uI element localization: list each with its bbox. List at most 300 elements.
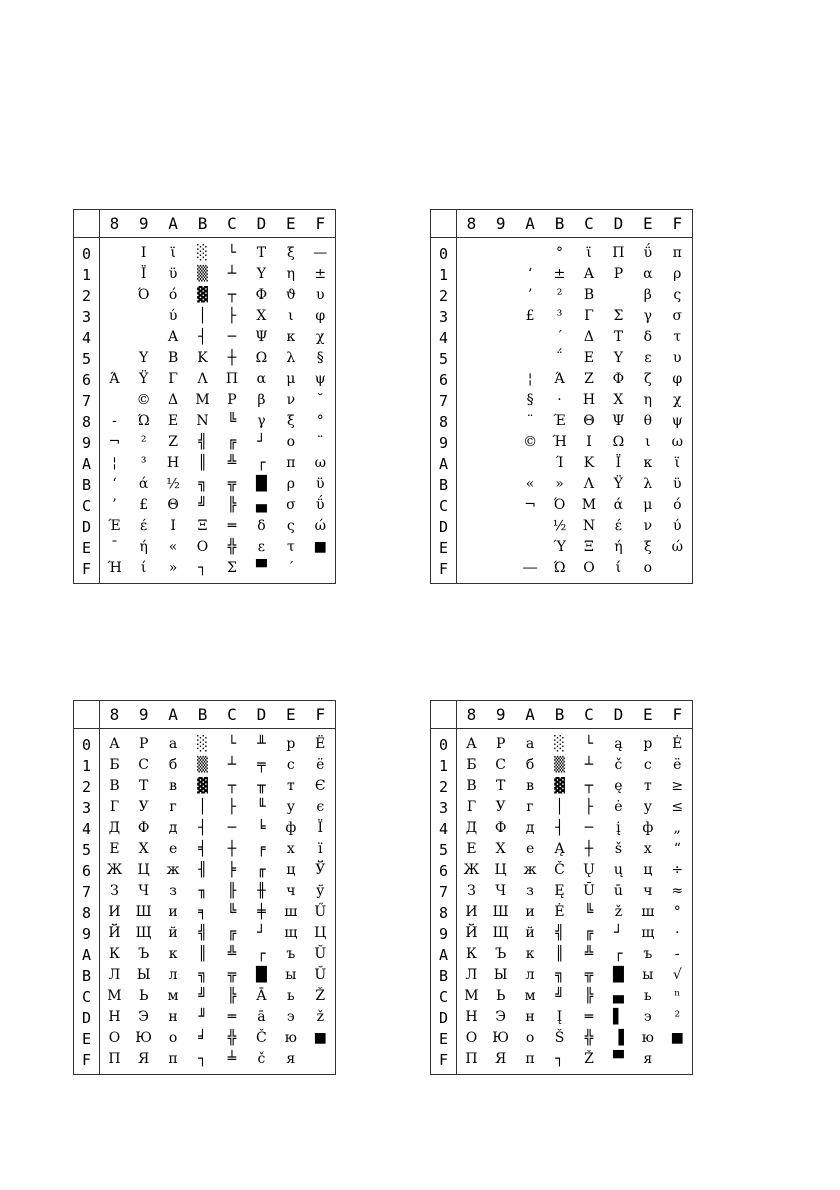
char-cell: ▌ — [613, 1009, 624, 1025]
corner-cell — [431, 701, 457, 729]
char-cell: ├ — [227, 308, 237, 324]
char-cell: ¨ — [526, 413, 534, 429]
row-header: E — [74, 537, 100, 558]
char-cell — [486, 327, 515, 348]
char-cell: ρ — [673, 266, 682, 282]
char-cell: τ — [673, 329, 682, 345]
char-cell: т — [286, 778, 295, 794]
row-header: A — [74, 453, 100, 474]
char-cell — [457, 495, 486, 516]
char-cell: є — [316, 799, 325, 815]
char-cell: - — [674, 946, 680, 962]
char-cell: ϋ — [316, 476, 325, 492]
row-header: 4 — [74, 818, 100, 839]
char-cell: ╬ — [584, 1030, 594, 1046]
table-row — [431, 776, 692, 797]
char-cell: └ — [227, 736, 237, 752]
char-cell — [486, 537, 515, 558]
table-row — [431, 327, 692, 348]
char-cell: ╒ — [257, 841, 266, 857]
row-header: B — [431, 965, 457, 986]
char-cell: с — [643, 757, 652, 773]
row-header: E — [74, 1028, 100, 1049]
char-cell: ч — [643, 883, 653, 899]
char-cell: ╣ — [198, 434, 207, 450]
char-cell: Х — [138, 841, 149, 857]
char-cell: Θ — [583, 413, 595, 429]
char-cell: Ή — [107, 560, 122, 576]
char-cell: Ж — [463, 862, 480, 878]
row-header: 1 — [74, 264, 100, 285]
row-header: 5 — [74, 839, 100, 860]
corner-cell — [74, 701, 100, 729]
table-row — [74, 474, 335, 495]
char-cell: ≥ — [671, 778, 684, 794]
char-cell: М — [107, 988, 122, 1004]
char-cell: Ο — [583, 560, 595, 576]
char-cell: ╡ — [198, 841, 207, 857]
column-header: 8 — [457, 210, 486, 238]
row-header: 7 — [431, 881, 457, 902]
char-cell: Ы — [493, 967, 508, 983]
char-cell — [306, 558, 335, 583]
char-cell: ϊ — [586, 245, 592, 261]
char-cell: ╥ — [257, 778, 266, 794]
char-cell: р — [643, 736, 653, 752]
char-cell: З — [110, 883, 119, 899]
char-cell: π — [672, 245, 682, 261]
row-header: 5 — [74, 348, 100, 369]
char-cell — [486, 495, 515, 516]
corner-cell — [74, 210, 100, 238]
row-header: 8 — [431, 411, 457, 432]
char-cell: χ — [673, 392, 682, 408]
char-cell: Я — [495, 1051, 507, 1067]
char-cell: з — [526, 883, 534, 899]
char-cell: ╝ — [198, 497, 207, 513]
char-cell — [457, 369, 486, 390]
char-cell: з — [169, 883, 177, 899]
row-header: 8 — [74, 411, 100, 432]
char-cell: ы — [285, 967, 297, 983]
char-cell: ϋ — [168, 266, 178, 282]
char-cell: Ж — [106, 862, 123, 878]
char-cell: λ — [643, 476, 653, 492]
row-header: B — [74, 474, 100, 495]
char-cell — [486, 348, 515, 369]
char-cell: О — [108, 1030, 121, 1046]
char-cell: έ — [140, 518, 148, 534]
char-cell: Δ — [168, 392, 179, 408]
char-cell: ╚ — [584, 904, 594, 920]
char-cell: п — [168, 1051, 178, 1067]
char-cell: ψ — [671, 413, 683, 429]
char-cell: Ї — [317, 820, 324, 836]
char-cell — [457, 411, 486, 432]
char-cell: а — [525, 736, 535, 752]
char-cell: Ψ — [255, 329, 268, 345]
char-cell: ┴ — [227, 757, 237, 773]
char-cell: ф — [642, 820, 654, 836]
column-header: C — [217, 701, 246, 729]
char-cell: ° — [673, 904, 681, 920]
char-cell: Ρ — [227, 392, 237, 408]
char-cell: ┼ — [584, 841, 594, 857]
char-cell: ˘ — [316, 392, 324, 408]
column-header: 8 — [100, 210, 129, 238]
char-cell: н — [168, 1009, 178, 1025]
char-cell: ώ — [671, 539, 683, 555]
char-cell: ┌ — [257, 946, 266, 962]
table-row — [431, 1049, 692, 1074]
char-cell: Ц — [137, 862, 150, 878]
char-cell: ▒ — [197, 757, 208, 773]
char-cell: § — [526, 392, 534, 408]
char-cell: Τ — [613, 329, 624, 345]
char-cell: Ў — [315, 862, 326, 878]
char-cell: Б — [466, 757, 477, 773]
char-cell: ы — [642, 967, 654, 983]
char-cell: ½ — [552, 518, 567, 534]
row-header: F — [74, 558, 100, 583]
column-header: F — [663, 210, 692, 238]
char-cell: ό — [168, 287, 178, 303]
row-header: 0 — [74, 729, 100, 756]
table-row — [431, 238, 692, 265]
char-cell: ╜ — [198, 1009, 207, 1025]
char-cell: σ — [286, 497, 296, 513]
column-header: B — [188, 210, 217, 238]
char-cell — [604, 285, 633, 306]
column-header: E — [276, 210, 305, 238]
column-header: C — [574, 701, 603, 729]
char-cell: В — [109, 778, 120, 794]
table-row — [431, 729, 692, 756]
table-row — [74, 797, 335, 818]
char-cell: ю — [284, 1030, 297, 1046]
column-header: 9 — [129, 210, 158, 238]
char-cell: ї — [318, 841, 323, 857]
char-cell: д — [168, 820, 178, 836]
char-cell — [515, 453, 544, 474]
char-cell: Ύ — [553, 539, 566, 555]
char-cell: Η — [582, 392, 596, 408]
char-cell: Н — [108, 1009, 121, 1025]
char-cell — [457, 327, 486, 348]
char-cell: ┘ — [614, 925, 623, 941]
char-cell: Ŭ — [314, 946, 327, 962]
char-cell — [306, 1049, 335, 1074]
char-cell: Α — [583, 266, 595, 282]
char-cell: ± — [314, 266, 327, 282]
row-header: F — [431, 1049, 457, 1074]
char-cell: А — [466, 736, 477, 752]
table-row — [74, 390, 335, 411]
char-cell — [457, 390, 486, 411]
char-cell: ¬ — [108, 434, 121, 450]
row-header: 2 — [74, 776, 100, 797]
column-header: B — [545, 701, 574, 729]
char-cell: И — [108, 904, 121, 920]
char-cell: ╘ — [257, 820, 266, 836]
char-cell: ╩ — [227, 946, 237, 962]
table-row — [74, 860, 335, 881]
char-cell: Κ — [197, 350, 208, 366]
char-cell: Γ — [168, 371, 178, 387]
char-cell: ╝ — [555, 988, 564, 1004]
char-cell — [457, 348, 486, 369]
char-cell: ╬ — [227, 539, 237, 555]
row-header: A — [431, 944, 457, 965]
char-cell: Р — [138, 736, 149, 752]
column-header: E — [276, 701, 305, 729]
char-cell: ┴ — [584, 757, 594, 773]
char-cell: Ό — [137, 287, 150, 303]
char-cell: ┬ — [227, 287, 237, 303]
row-header: 4 — [431, 818, 457, 839]
char-cell: ¯ — [110, 539, 118, 555]
char-cell: α — [643, 266, 653, 282]
char-cell: γ — [257, 413, 266, 429]
column-header: F — [306, 210, 335, 238]
table-row — [74, 965, 335, 986]
char-cell: √ — [672, 967, 682, 983]
char-cell: „ — [673, 820, 681, 836]
row-header: D — [431, 1007, 457, 1028]
row-header: 1 — [431, 755, 457, 776]
row-header: A — [431, 453, 457, 474]
char-cell: Ο — [196, 539, 209, 555]
char-cell: Β — [167, 350, 179, 366]
char-cell: § — [316, 350, 324, 366]
char-cell: ╩ — [227, 455, 237, 471]
char-cell: ρ — [286, 476, 295, 492]
char-cell: К — [109, 946, 120, 962]
char-cell — [457, 453, 486, 474]
char-cell: ь — [287, 988, 295, 1004]
char-cell: ─ — [227, 329, 237, 345]
row-header: B — [74, 965, 100, 986]
char-cell — [515, 238, 544, 265]
table-row — [74, 839, 335, 860]
char-cell: ╛ — [198, 1030, 207, 1046]
table-row — [74, 306, 335, 327]
char-cell: Д — [108, 820, 121, 836]
char-cell: О — [465, 1030, 478, 1046]
column-header: 8 — [100, 701, 129, 729]
table-row — [431, 453, 692, 474]
char-cell — [486, 453, 515, 474]
char-cell: μ — [643, 497, 653, 513]
char-cell: Ζ — [584, 371, 594, 387]
char-cell: Ι — [140, 245, 147, 261]
char-cell: ΰ — [316, 497, 325, 513]
char-cell: ▐ — [613, 1030, 624, 1046]
char-cell: ν — [643, 518, 653, 534]
char-cell: Ф — [494, 820, 507, 836]
table-row — [431, 923, 692, 944]
char-cell: · — [675, 925, 680, 941]
char-cell — [515, 327, 544, 348]
row-header: F — [74, 1049, 100, 1074]
char-cell: Ϋ — [139, 371, 149, 387]
char-cell: Т — [138, 778, 149, 794]
char-cell — [100, 348, 129, 369]
char-cell: ξ — [643, 539, 652, 555]
char-cell: Π — [612, 245, 625, 261]
table-row — [74, 411, 335, 432]
column-header: 9 — [486, 701, 515, 729]
row-header: 6 — [431, 369, 457, 390]
char-cell: г — [169, 799, 177, 815]
char-cell: · — [557, 392, 562, 408]
char-cell: ― — [523, 560, 538, 576]
char-cell: ▄ — [613, 988, 624, 1004]
code-table — [431, 701, 692, 1074]
table-row — [431, 285, 692, 306]
char-cell: ц — [643, 862, 653, 878]
char-cell: ‘ — [112, 476, 117, 492]
char-cell: ┐ — [198, 1051, 207, 1067]
row-header: D — [74, 1007, 100, 1028]
char-cell: ┘ — [257, 925, 266, 941]
char-cell: ά — [613, 497, 624, 513]
char-cell: я — [643, 1051, 653, 1067]
char-cell: К — [466, 946, 477, 962]
table-row — [431, 797, 692, 818]
char-cell: Ė — [554, 904, 565, 920]
char-cell: Ξ — [197, 518, 208, 534]
column-header: E — [633, 701, 662, 729]
char-cell: ▄ — [256, 497, 267, 513]
table-row — [74, 944, 335, 965]
char-cell: έ — [614, 518, 623, 534]
char-cell: č — [614, 757, 623, 773]
char-cell: ╟ — [227, 883, 237, 899]
char-cell: ─ — [584, 820, 594, 836]
table-row — [74, 369, 335, 390]
char-cell: ╦ — [584, 967, 594, 983]
table-row — [431, 474, 692, 495]
row-header: E — [431, 1028, 457, 1049]
char-cell — [486, 516, 515, 537]
char-cell: Υ — [139, 350, 149, 366]
char-cell: ╣ — [198, 925, 207, 941]
char-cell: Ξ — [584, 539, 594, 555]
char-cell: │ — [198, 308, 207, 324]
char-cell: Μ — [581, 497, 597, 513]
char-cell: Ę — [554, 883, 565, 899]
char-cell: ο — [286, 434, 296, 450]
char-cell: Ш — [135, 904, 152, 920]
char-cell: ц — [286, 862, 296, 878]
char-cell: κ — [286, 329, 296, 345]
char-cell: ■ — [670, 1030, 684, 1046]
char-cell: Ε — [583, 350, 595, 366]
char-cell: ═ — [227, 1009, 237, 1025]
char-cell: ω — [671, 434, 683, 450]
char-cell: ę — [614, 778, 623, 794]
char-cell: Ё — [315, 736, 326, 752]
char-cell: » — [555, 476, 564, 492]
char-cell: р — [286, 736, 296, 752]
char-cell: ў — [316, 883, 325, 899]
char-cell: ╩ — [584, 946, 594, 962]
char-cell: Š — [554, 1030, 565, 1046]
char-cell: ж — [523, 862, 537, 878]
char-cell: ╚ — [227, 413, 237, 429]
char-cell: κ — [643, 455, 653, 471]
column-header: D — [247, 210, 276, 238]
char-cell: е — [168, 841, 178, 857]
char-cell: ÷ — [671, 862, 684, 878]
char-cell: ─ — [227, 820, 237, 836]
table-row — [74, 1049, 335, 1074]
char-cell: £ — [525, 308, 535, 324]
char-cell: ί — [615, 560, 622, 576]
char-cell: Φ — [255, 287, 268, 303]
char-cell: ┌ — [614, 946, 623, 962]
row-header: F — [431, 558, 457, 583]
char-cell: Ι — [170, 518, 176, 534]
char-cell: Ω — [612, 434, 625, 450]
char-cell: ╪ — [257, 904, 266, 920]
char-cell: ъ — [643, 946, 653, 962]
char-cell — [129, 306, 158, 327]
char-cell: Ю — [492, 1030, 510, 1046]
char-cell: ≈ — [671, 883, 684, 899]
char-cell: ║ — [198, 455, 207, 471]
char-cell: ├ — [227, 799, 237, 815]
char-cell: φ — [315, 308, 326, 324]
row-header: C — [74, 495, 100, 516]
char-cell: Ч — [138, 883, 150, 899]
row-header: 2 — [431, 776, 457, 797]
char-cell: ψ — [314, 371, 326, 387]
char-cell: Μ — [195, 392, 210, 408]
char-cell: Ь — [495, 988, 506, 1004]
char-cell: « — [525, 476, 535, 492]
char-cell: Χ — [613, 392, 624, 408]
char-cell: ‘ — [527, 266, 533, 282]
table-row — [431, 902, 692, 923]
char-cell: ξ — [286, 245, 295, 261]
char-cell: ë — [673, 757, 682, 773]
char-cell: Л — [465, 967, 478, 983]
code-table — [74, 701, 335, 1074]
char-cell: ░ — [197, 736, 208, 752]
char-cell: Щ — [135, 925, 152, 941]
row-header: B — [431, 474, 457, 495]
char-cell: ε — [257, 539, 266, 555]
char-cell: β — [643, 287, 652, 303]
char-cell: ū — [613, 883, 623, 899]
char-cell: П — [465, 1051, 478, 1067]
table-row — [431, 965, 692, 986]
char-cell — [486, 264, 515, 285]
char-cell: ╢ — [198, 862, 207, 878]
char-cell: ╬ — [227, 1030, 237, 1046]
row-header: 3 — [431, 306, 457, 327]
char-cell: μ — [286, 371, 296, 387]
char-cell: х — [286, 841, 295, 857]
char-cell: ž — [316, 1009, 324, 1025]
char-cell: Д — [465, 820, 478, 836]
char-cell: “ — [673, 841, 681, 857]
char-cell: Б — [109, 757, 120, 773]
char-cell: Е — [109, 841, 120, 857]
char-cell: ⁿ — [674, 988, 681, 1004]
